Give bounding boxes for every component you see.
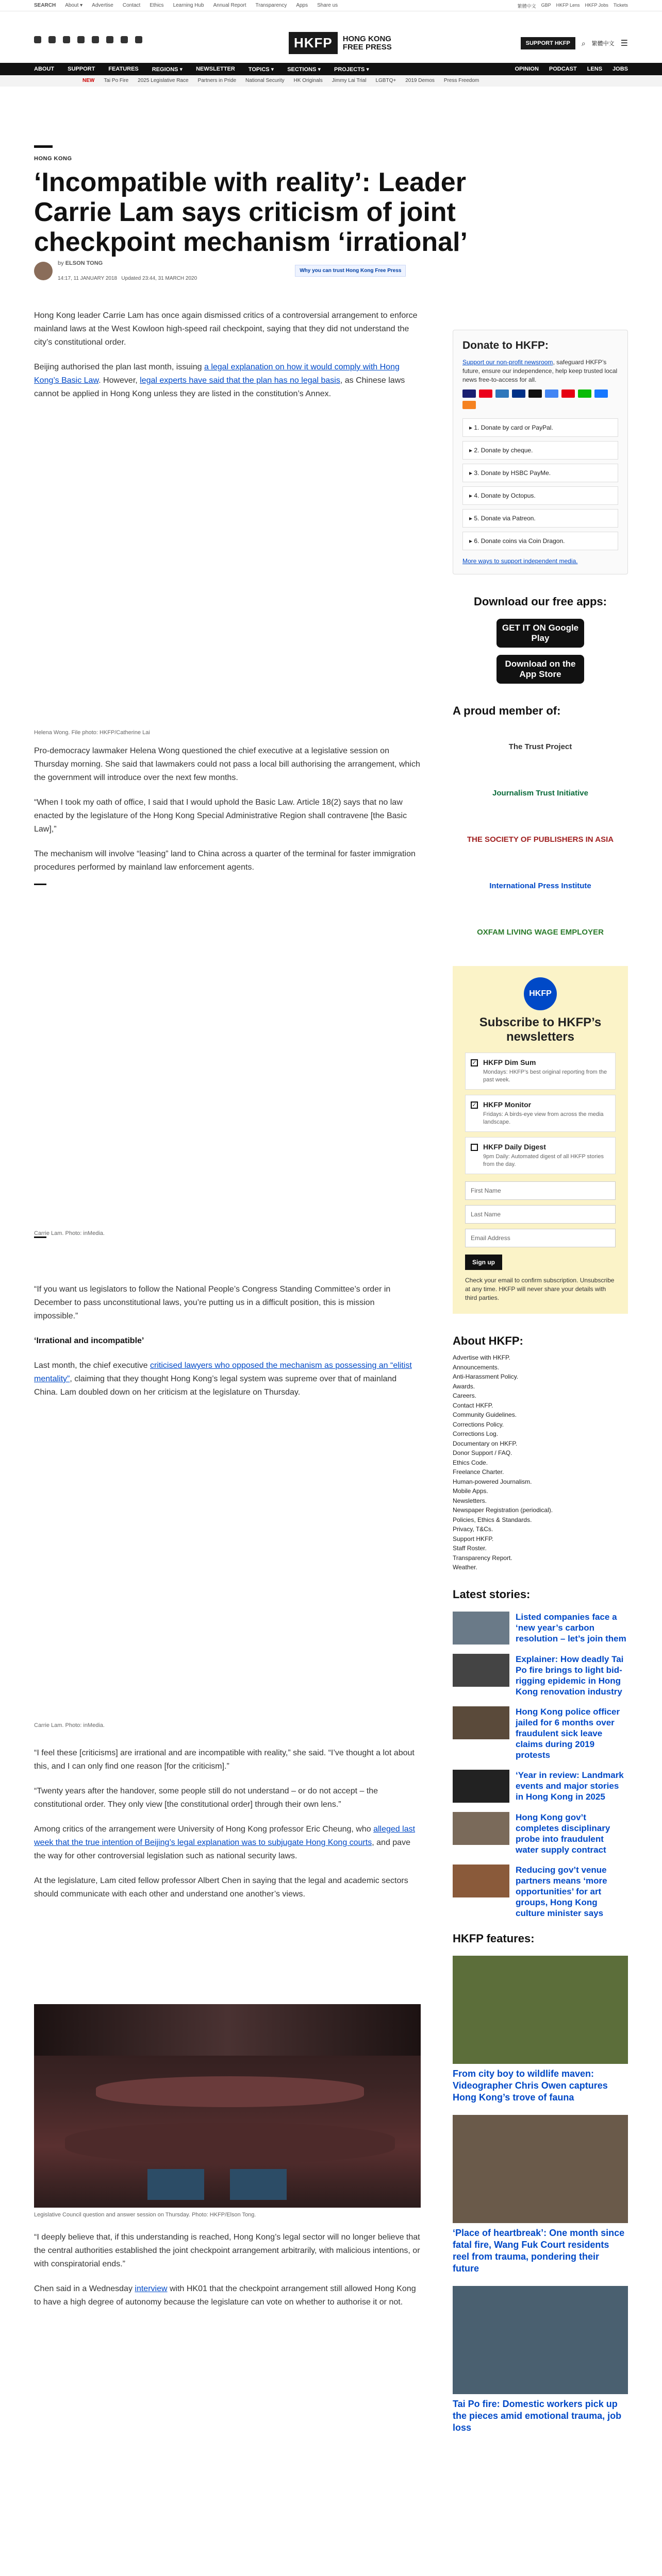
topbar-right-link[interactable]: HKFP Lens <box>556 3 580 8</box>
text: , and pave the way for other controversial legislation such as national security laws. <box>34 1838 410 1860</box>
nav-item[interactable]: FEATURES <box>108 66 139 72</box>
story-thumbnail <box>453 1654 509 1687</box>
text: Among critics of the arrangement were University of Hong Kong professor Eric Cheung, who <box>34 1825 374 1834</box>
paragraph: Hong Kong leader Carrie Lam has once again dismissed critics of a controversial arrangement to enforce mainland laws at the West Kowloon high-speed rail checkpoint, saying that they did not understand the city’s constitutional order. <box>34 311 418 347</box>
sign-up-button[interactable]: Sign up <box>465 1255 502 1270</box>
story-title[interactable]: Listed companies face a ‘new year’s carbon resolution – let’s join them <box>516 1612 626 1643</box>
about-link[interactable]: Contact HKFP. <box>453 1401 493 1409</box>
trending-topic[interactable]: Partners in Pride <box>197 78 237 83</box>
article-body-4 <box>34 1747 421 1912</box>
paragraph <box>34 1359 421 1399</box>
legal-explanation-link[interactable]: a legal explanation on how it would comply with Hong Kong’s Basic Law <box>34 363 400 385</box>
about-link[interactable]: Privacy, T&Cs. <box>453 1526 493 1533</box>
topbar-link[interactable]: Share us <box>317 3 338 8</box>
amex-icon <box>495 389 509 398</box>
about-title: About HKFP: <box>453 1334 523 1347</box>
paragraph <box>34 1823 421 1863</box>
topbar-right-link[interactable]: Tickets <box>613 3 628 8</box>
member-title: A proud member of: <box>453 704 561 717</box>
wechat-pay-icon <box>578 389 591 398</box>
story-title[interactable]: ‘Year in review: Landmark events and major stories in Hong Kong in 2025 <box>516 1770 624 1802</box>
rss-icon[interactable] <box>135 36 142 43</box>
latest-story[interactable] <box>453 1706 628 1760</box>
story-title[interactable]: Hong Kong police officer jailed for 6 months over fraudulent sick leave claims during 2019 protests <box>516 1706 620 1760</box>
latest-story[interactable] <box>453 1654 628 1697</box>
newsletter-box <box>453 966 628 1314</box>
feature-title[interactable]: ‘Place of heartbreak’: One month since fatal fire, Wang Fuk Court residents reel from trauma, pondering their future <box>453 2227 625 2274</box>
payment-methods <box>462 389 618 409</box>
about-link[interactable]: Corrections Log. <box>453 1430 499 1437</box>
members-block <box>453 704 628 951</box>
hamburger-menu-icon[interactable]: ☰ <box>620 39 628 48</box>
elitist-mentality-link[interactable]: criticised lawyers who opposed the mechanism as possessing an “elitist mentality” <box>34 1361 412 1383</box>
logo-text <box>343 35 392 52</box>
feature-image <box>453 2115 628 2223</box>
about-link[interactable]: Advertise with HKFP. <box>453 1354 510 1361</box>
figure-carrie-lam-2 <box>34 1422 421 1728</box>
trending-topic[interactable]: Jimmy Lai Trial <box>332 78 367 83</box>
paragraph <box>34 361 421 401</box>
language-switch[interactable]: 繁體中文 <box>591 41 615 47</box>
nav-item[interactable]: SUPPORT <box>68 66 95 72</box>
figure-carrie-lam-1 <box>34 891 421 1236</box>
article-body-2 <box>34 744 421 886</box>
apps-block <box>453 595 628 684</box>
new-label: NEW <box>82 78 95 83</box>
about-block <box>453 1334 628 1572</box>
about-link[interactable]: Newspaper Registration (periodical). <box>453 1506 553 1514</box>
unionpay-icon <box>561 389 575 398</box>
about-link[interactable]: Community Guidelines. <box>453 1411 517 1418</box>
apple-pay-icon <box>528 389 542 398</box>
latest-story[interactable] <box>453 1865 628 1919</box>
paragraph: “If you want us legislators to follow the National People’s Congress Standing Committee’s order in December to pass unconstitutional laws, you’re putting us in a difficult position, this is mission impossible.” <box>34 1285 391 1320</box>
about-link[interactable]: Support HKFP. <box>453 1535 494 1543</box>
nav-item[interactable]: SECTIONS ▾ <box>287 66 321 73</box>
trending-topic[interactable]: 2019 Demos <box>405 78 435 83</box>
updated-date: Updated 23:44, 31 MARCH 2020 <box>121 276 197 281</box>
topbar-link[interactable]: Ethics <box>150 3 164 8</box>
twitter-icon[interactable] <box>48 36 56 43</box>
paypal-icon <box>512 389 525 398</box>
subheading: ‘Irrational and incompatible’ <box>34 1336 144 1345</box>
text: Beijing authorised the plan last month, issuing <box>34 363 204 371</box>
figure-legco <box>34 2004 421 2218</box>
trending-topic[interactable]: National Security <box>245 78 285 83</box>
about-link[interactable]: Staff Roster. <box>453 1545 487 1552</box>
nav-item[interactable]: ABOUT <box>34 66 55 72</box>
checkbox[interactable] <box>471 1144 478 1151</box>
article-body-1 <box>34 309 421 412</box>
nav-item-right[interactable]: PODCAST <box>549 66 577 72</box>
latest-block <box>453 1588 628 1919</box>
donate-option[interactable]: ▸ 1. Donate by card or PayPal. <box>462 418 618 437</box>
paragraph: “I deeply believe that, if this understanding is reached, Hong Kong’s legal sector will no longer believe that the central authorities established the joint checkpoint arrangement arbitrarily, with malicious intentions, or with conspiratorial ends.” <box>34 2233 420 2268</box>
latest-story[interactable] <box>453 1612 628 1645</box>
article-body-3 <box>34 1283 421 1411</box>
trending-topic[interactable]: 2025 Legislative Race <box>138 78 189 83</box>
topbar-link[interactable]: About ▾ <box>65 3 83 8</box>
paragraph: “I feel these [criticisms] are irrational and are incompatible with reality,” she said. “I’ve thought a lot about this, and I can only find one reason [for the criticism].” <box>34 1749 415 1771</box>
publish-date: 14:17, 11 JANUARY 2018 <box>58 276 118 281</box>
features-title: HKFP features: <box>453 1931 535 1945</box>
site-header <box>0 11 662 63</box>
newsletter-title: Subscribe to HKFP’s newsletters <box>479 1015 602 1044</box>
latest-title: Latest stories: <box>453 1587 531 1601</box>
article-title: ‘Incompatible with reality’: Leader Carrie Lam says criticism of joint checkpoint mechanism ‘irrational’ <box>34 167 468 257</box>
newsletter-option[interactable] <box>465 1053 616 1090</box>
top-utility-bar <box>0 0 662 11</box>
carrie-lam-photo <box>34 891 421 1226</box>
feature-story[interactable] <box>453 2286 628 2434</box>
nav-item[interactable]: PROJECTS ▾ <box>334 66 369 73</box>
topbar-link[interactable]: SEARCH <box>34 3 56 8</box>
octopus-icon <box>462 401 476 409</box>
paragraph: The mechanism will involve “leasing” land to China across a quarter of the terminal for faster immigration procedures performed by mainland law enforcement agents. <box>34 850 416 872</box>
section-rule <box>34 145 53 148</box>
youtube-icon[interactable] <box>77 36 85 43</box>
interview-link[interactable]: interview <box>135 2284 168 2293</box>
text: , safeguard HKFP’s future, ensure our independence, help keep trusted local news free-to-access for all. <box>462 359 618 383</box>
more-ways-link[interactable]: More ways to support independent media. <box>462 557 578 565</box>
topbar-link[interactable]: Contact <box>122 3 141 8</box>
nav-item[interactable]: REGIONS ▾ <box>152 66 183 73</box>
figure-helena-wong <box>34 432 421 736</box>
facebook-icon[interactable] <box>34 36 41 43</box>
about-link[interactable]: Freelance Charter. <box>453 1468 504 1476</box>
newsletter-option[interactable] <box>465 1095 616 1132</box>
paragraph: “Twenty years after the handover, some people still do not understand – or do not accept – the constitutional order. They only view [the constitutional order] through their own lens.” <box>34 1787 378 1809</box>
donate-text <box>462 358 618 384</box>
support-hkfp-button[interactable]: SUPPORT HKFP <box>521 37 575 49</box>
photo-caption: Helena Wong. File photo: HKFP/Catherine Lai <box>34 730 150 736</box>
trending-topic[interactable]: Press Freedom <box>443 78 479 83</box>
trending-topic[interactable]: HK Originals <box>293 78 323 83</box>
story-thumbnail <box>453 1812 509 1845</box>
topbar-link[interactable]: Advertise <box>92 3 113 8</box>
text: , as Chinese laws cannot be applied in Hong Kong unless they are listed in the constitution’s Annex. <box>34 376 405 398</box>
byline <box>34 260 406 281</box>
donate-option[interactable]: ▸ 4. Donate by Octopus. <box>462 486 618 505</box>
about-link[interactable]: Anti-Harassment Policy. <box>453 1373 519 1380</box>
topbar-link[interactable]: Learning Hub <box>173 3 204 8</box>
checkbox[interactable]: ✓ <box>471 1101 478 1109</box>
about-link[interactable]: Careers. <box>453 1392 477 1399</box>
text: with HK01 that the checkpoint arrangement still allowed Hong Kong to have a high degree of autonomy because the legislature can vote on whether to authorise it or not. <box>34 2284 416 2307</box>
checkbox[interactable]: ✓ <box>471 1059 478 1066</box>
legco-session-photo <box>34 2004 421 2208</box>
nav-item-right[interactable]: LENS <box>587 66 603 72</box>
topbar-link[interactable]: Annual Report <box>213 3 246 8</box>
trending-topic[interactable]: Tai Po Fire <box>104 78 129 83</box>
divider <box>34 884 46 885</box>
newsletter-note: Check your email to confirm subscription. Unsubscribe at any time. HKFP will never share your details with third parties. <box>465 1277 615 1301</box>
paragraph: Pro-democracy lawmaker Helena Wong questioned the chief executive at a legislative session on Thursday morning. She said that lawmakers could not pass a local bill authorising the arrangement, which the government will introduce over the next few months. <box>34 747 420 782</box>
photo-caption: Carrie Lam. Photo: inMedia. <box>34 1722 105 1728</box>
story-thumbnail <box>453 1770 509 1803</box>
about-link[interactable]: Corrections Policy. <box>453 1420 504 1428</box>
story-title[interactable]: Explainer: How deadly Tai Po fire brings to light bid-rigging epidemic in Hong Kong renovation industry <box>516 1654 624 1697</box>
feature-image <box>453 1956 628 2064</box>
topbar-link[interactable]: Transparency <box>255 3 287 8</box>
about-link[interactable]: Announcements. <box>453 1363 500 1371</box>
nav-item-right[interactable]: OPINION <box>515 66 539 72</box>
apps-title: Download our free apps: <box>474 595 607 608</box>
search-icon[interactable]: ⌕ <box>581 39 586 47</box>
paragraph: “When I took my oath of office, I said that I would uphold the Basic Law. Article 18(2) says that no law enacted by the legislature of the Hong Kong Special Administrative Region shall contravene [the Basic Law],” <box>34 798 407 834</box>
about-link[interactable]: Ethics Code. <box>453 1459 488 1466</box>
feature-story[interactable] <box>453 2115 628 2275</box>
story-title[interactable]: Hong Kong gov’t completes disciplinary probe into fraudulent water supply contract <box>516 1812 610 1855</box>
article-body-5 <box>34 2231 421 2320</box>
email-input[interactable]: Email Address <box>465 1229 616 1247</box>
about-link[interactable]: Mobile Apps. <box>453 1487 488 1495</box>
paragraph <box>34 2282 421 2309</box>
nav-item-right[interactable]: JOBS <box>613 66 628 72</box>
feature-title[interactable]: Tai Po fire: Domestic workers pick up the pieces amid emotional trauma, job loss <box>453 2398 622 2433</box>
instagram-icon[interactable] <box>63 36 70 43</box>
text: . However, <box>98 376 140 385</box>
member-logo[interactable]: International Press Institute <box>489 881 591 890</box>
trending-topic[interactable]: LGBTQ+ <box>375 78 396 83</box>
story-thumbnail <box>453 1865 509 1897</box>
story-thumbnail <box>453 1706 509 1739</box>
member-logo[interactable]: Journalism Trust Initiative <box>492 788 588 798</box>
newsletter-name: HKFP Daily Digest <box>483 1143 546 1151</box>
legal-experts-link[interactable]: legal experts have said that the plan has no legal basis <box>140 376 340 385</box>
by-label: by <box>58 260 64 266</box>
telegram-icon[interactable] <box>121 36 128 43</box>
topbar-right-link[interactable]: 繁體中文 <box>517 4 536 9</box>
text: Last month, the chief executive <box>34 1361 151 1370</box>
feature-image <box>453 2286 628 2394</box>
first-name-input[interactable]: First Name <box>465 1181 616 1200</box>
about-link[interactable]: Documentary on HKFP. <box>453 1439 518 1447</box>
about-link[interactable]: Newsletters. <box>453 1497 487 1504</box>
logo-text-line1: HONG KONG <box>342 34 391 43</box>
newsletter-desc: Fridays: A birds-eye view from across the media landscape. <box>483 1111 604 1125</box>
google-play-button[interactable]: GET IT ON Google Play <box>496 619 584 648</box>
sidebar <box>453 330 628 2445</box>
feature-title[interactable]: From city boy to wildlife maven: Videographer Chris Owen captures Hong Kong’s trove of fauna <box>453 2068 608 2103</box>
newsletter-desc: Mondays: HKFP’s best original reporting from the past week. <box>483 1069 607 1083</box>
donate-option[interactable]: ▸ 3. Donate by HSBC PayMe. <box>462 464 618 482</box>
member-logo[interactable]: OXFAM LIVING WAGE EMPLOYER <box>477 927 604 937</box>
text: Chen said in a Wednesday <box>34 2284 135 2293</box>
about-link[interactable]: Human-powered Journalism. <box>453 1478 532 1485</box>
newsletter-name: HKFP Dim Sum <box>483 1058 536 1066</box>
newsletter-logo: HKFP <box>524 977 557 1010</box>
topbar-right-link[interactable]: GBP <box>541 3 551 8</box>
main-navigation <box>0 63 662 75</box>
topbar-right-link[interactable]: HKFP Jobs <box>585 3 608 8</box>
trending-topics-bar <box>0 75 662 87</box>
last-name-input[interactable]: Last Name <box>465 1205 616 1224</box>
social-links <box>34 36 142 43</box>
features-block <box>453 1932 628 2434</box>
about-link[interactable]: Weather. <box>453 1564 477 1571</box>
story-thumbnail <box>453 1612 509 1645</box>
newsletter-desc: 9pm Daily: Automated digest of all HKFP stories from the day. <box>483 1154 604 1167</box>
linkedin-icon[interactable] <box>92 36 99 43</box>
photo-caption: Carrie Lam. Photo: inMedia. <box>34 1230 105 1236</box>
author-name[interactable]: ELSON TONG <box>65 260 103 266</box>
helena-wong-photo <box>34 432 421 725</box>
donate-option[interactable]: ▸ 5. Donate via Patreon. <box>462 509 618 528</box>
latest-story[interactable] <box>453 1770 628 1803</box>
paragraph: At the legislature, Lam cited fellow professor Albert Chen in saying that the legal and academic sectors should communicate with each other and understand one another’s views. <box>34 1876 408 1899</box>
feature-story[interactable] <box>453 1956 628 2104</box>
alipay-icon <box>594 389 608 398</box>
latest-story[interactable] <box>453 1812 628 1855</box>
site-logo[interactable] <box>289 32 392 54</box>
member-logo[interactable]: THE SOCIETY OF PUBLISHERS IN ASIA <box>467 835 614 844</box>
donate-title: Donate to HKFP: <box>462 340 549 351</box>
nav-item[interactable]: TOPICS ▾ <box>248 66 274 73</box>
donate-box <box>453 330 628 574</box>
google-pay-icon <box>545 389 558 398</box>
logo-box: HKFP <box>289 32 338 54</box>
donate-option[interactable]: ▸ 6. Donate coins via Coin Dragon. <box>462 532 618 550</box>
topbar-link[interactable]: Apps <box>296 3 308 8</box>
divider <box>34 1236 46 1238</box>
mastercard-icon <box>479 389 492 398</box>
app-store-button[interactable]: Download on the App Store <box>496 655 584 684</box>
threads-icon[interactable] <box>106 36 113 43</box>
donate-option[interactable]: ▸ 2. Donate by cheque. <box>462 441 618 460</box>
member-logo[interactable]: The Trust Project <box>508 742 572 751</box>
about-link[interactable]: Transparency Report. <box>453 1554 512 1562</box>
carrie-lam-photo-2 <box>34 1422 421 1718</box>
about-link[interactable]: Donor Support / FAQ. <box>453 1449 512 1456</box>
logo-text-line2: FREE PRESS <box>342 42 392 52</box>
visa-icon <box>462 389 476 398</box>
author-avatar <box>34 262 53 280</box>
nav-item[interactable]: NEWSLETTER <box>196 66 235 72</box>
newsletter-name: HKFP Monitor <box>483 1100 532 1109</box>
newsletter-option[interactable] <box>465 1137 616 1174</box>
photo-caption: Legislative Council question and answer session on Thursday. Photo: HKFP/Elson Tong. <box>34 2212 256 2218</box>
support-newsroom-link[interactable]: Support our non-profit newsroom <box>462 359 553 366</box>
trust-badge[interactable]: Why you can trust Hong Kong Free Press <box>295 265 406 277</box>
text: , claiming that they thought Hong Kong’s legal system was supreme over that of mainland China. Lam doubled down on her criticism at the legislature on Thursday. <box>34 1375 397 1397</box>
about-link[interactable]: Policies, Ethics & Standards. <box>453 1516 532 1523</box>
section-label[interactable]: HONG KONG <box>34 156 72 162</box>
eric-cheung-link[interactable]: alleged last week that the true intention of Beijing’s legal explanation was to subjugate Hong Kong courts <box>34 1825 416 1847</box>
about-link[interactable]: Awards. <box>453 1382 475 1390</box>
story-title[interactable]: Reducing gov’t venue partners means ‘more opportunities’ for art groups, Hong Kong culture minister says <box>516 1865 607 1918</box>
